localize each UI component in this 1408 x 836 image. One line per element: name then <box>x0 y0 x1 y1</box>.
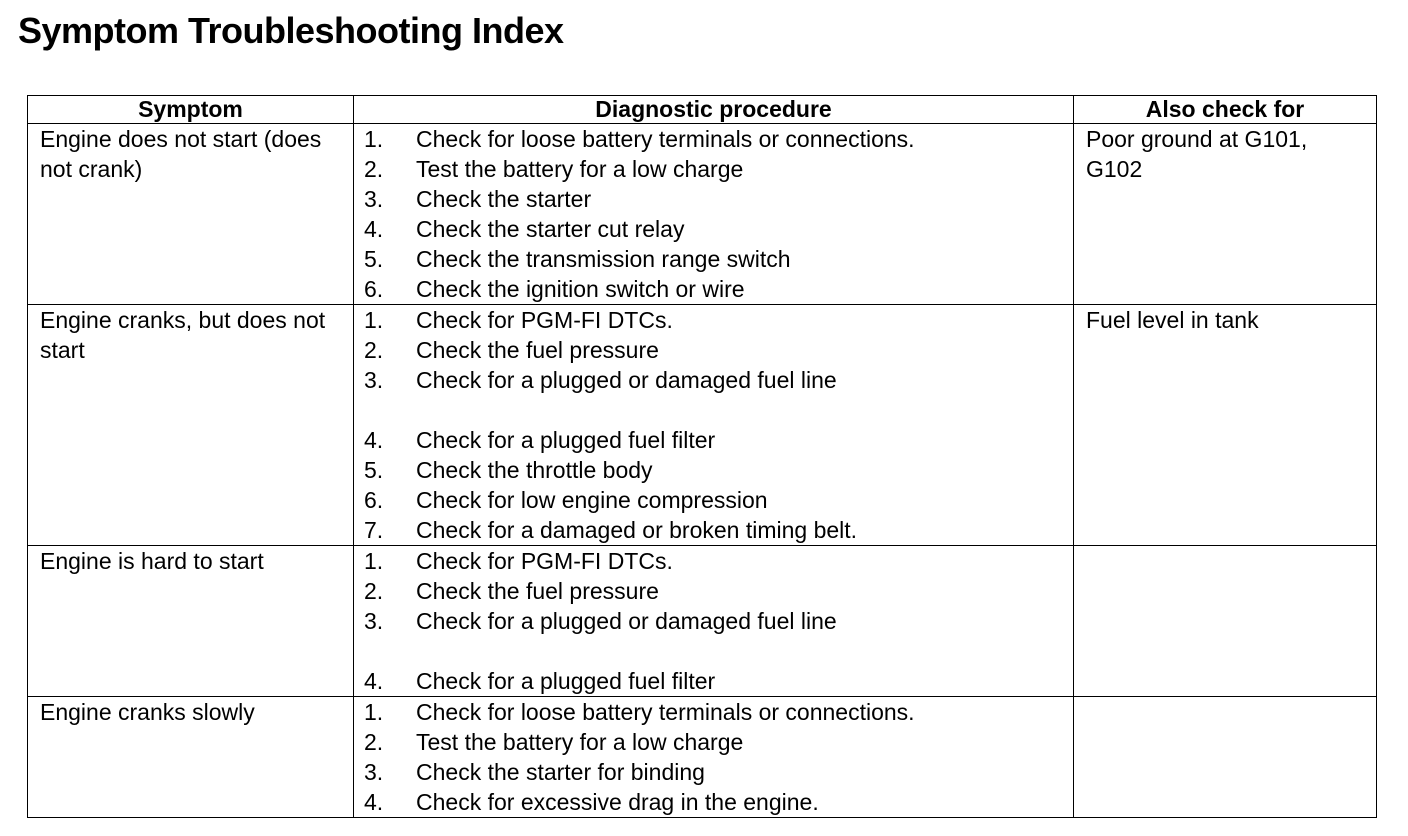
step-number: 5. <box>364 457 384 483</box>
also-check-cell <box>1074 305 1377 546</box>
step-text: Test the battery for a low charge <box>416 156 744 182</box>
step-text: Check the ignition switch or wire <box>416 276 745 302</box>
table-row <box>28 124 1377 305</box>
step-text: Check for a plugged or damaged fuel line <box>416 608 837 634</box>
step-text: Check the starter cut relay <box>416 216 685 242</box>
step-text: Check the starter <box>416 186 592 212</box>
procedure-cell <box>354 305 1074 546</box>
procedure-step <box>354 606 1073 636</box>
step-number: 5. <box>364 246 384 272</box>
procedure-step <box>354 455 1073 485</box>
step-text: Check the throttle body <box>416 457 653 483</box>
step-number: 1. <box>364 548 384 574</box>
also-check-text: Poor ground at G101, G102 <box>1086 126 1308 182</box>
page-title: Symptom Troubleshooting Index <box>18 10 564 51</box>
symptom-cell <box>28 697 354 818</box>
step-number: 4. <box>364 216 384 242</box>
procedure-step <box>354 757 1073 787</box>
step-number: 3. <box>364 759 384 785</box>
step-number: 4. <box>364 427 384 453</box>
step-text: Check the transmission range switch <box>416 246 791 272</box>
step-number: 3. <box>364 367 384 393</box>
step-number: 2. <box>364 337 384 363</box>
procedure-step <box>354 485 1073 515</box>
troubleshooting-table <box>27 95 1377 818</box>
procedure-cell <box>354 124 1074 305</box>
procedure-step <box>354 515 1073 545</box>
procedure-step <box>354 787 1073 817</box>
step-number: 2. <box>364 156 384 182</box>
procedure-steps <box>354 124 1073 304</box>
step-number: 6. <box>364 276 384 302</box>
table-row <box>28 697 1377 818</box>
also-check-cell <box>1074 697 1377 818</box>
symptom-text: Engine is hard to start <box>40 548 264 574</box>
step-number: 4. <box>364 789 384 815</box>
step-text: Check for a plugged or damaged fuel line <box>416 367 837 393</box>
symptom-cell <box>28 124 354 305</box>
header-symptom: Symptom <box>28 96 354 124</box>
step-text: Check the starter for binding <box>416 759 705 785</box>
procedure-steps <box>354 697 1073 817</box>
step-text: Check the fuel pressure <box>416 578 659 604</box>
procedure-step <box>354 576 1073 606</box>
procedure-step <box>354 124 1073 154</box>
step-number: 3. <box>364 186 384 212</box>
step-text: Check for PGM-FI DTCs. <box>416 548 673 574</box>
step-number: 2. <box>364 729 384 755</box>
symptom-cell <box>28 305 354 546</box>
procedure-step <box>354 305 1073 335</box>
step-text: Check for a plugged fuel filter <box>416 427 716 453</box>
symptom-text: Engine does not start (does not crank) <box>40 126 322 182</box>
procedure-steps <box>354 546 1073 696</box>
procedure-steps <box>354 305 1073 545</box>
procedure-step <box>354 365 1073 395</box>
header-diagnostic-procedure: Diagnostic procedure <box>354 96 1074 124</box>
table-row <box>28 305 1377 546</box>
header-also-check-for: Also check for <box>1074 96 1377 124</box>
procedure-step <box>354 335 1073 365</box>
also-check-cell <box>1074 124 1377 305</box>
step-text: Check for low engine compression <box>416 487 768 513</box>
step-text: Check the fuel pressure <box>416 337 659 363</box>
procedure-step <box>354 244 1073 274</box>
procedure-step <box>354 546 1073 576</box>
procedure-step <box>354 425 1073 455</box>
step-number: 7. <box>364 517 384 543</box>
symptom-cell <box>28 546 354 697</box>
symptom-text: Engine cranks, but does not start <box>40 307 326 363</box>
step-text: Test the battery for a low charge <box>416 729 744 755</box>
procedure-step <box>354 666 1073 696</box>
procedure-step <box>354 274 1073 304</box>
procedure-step <box>354 154 1073 184</box>
also-check-cell <box>1074 546 1377 697</box>
step-number: 3. <box>364 608 384 634</box>
procedure-step <box>354 214 1073 244</box>
step-text: Check for a damaged or broken timing belt. <box>416 517 858 543</box>
step-text: Check for loose battery terminals or connections. <box>416 126 915 152</box>
symptom-text: Engine cranks slowly <box>40 699 255 725</box>
table-header-row <box>28 96 1377 124</box>
step-number: 1. <box>364 307 384 333</box>
procedure-cell <box>354 546 1074 697</box>
step-number: 2. <box>364 578 384 604</box>
procedure-step <box>354 184 1073 214</box>
procedure-cell <box>354 697 1074 818</box>
also-check-text: Fuel level in tank <box>1086 307 1259 333</box>
step-text: Check for PGM-FI DTCs. <box>416 307 673 333</box>
procedure-step <box>354 727 1073 757</box>
step-text: Check for loose battery terminals or connections. <box>416 699 915 725</box>
table-row <box>28 546 1377 697</box>
step-number: 4. <box>364 668 384 694</box>
step-number: 1. <box>364 699 384 725</box>
step-text: Check for a plugged fuel filter <box>416 668 716 694</box>
step-text: Check for excessive drag in the engine. <box>416 789 819 815</box>
step-number: 6. <box>364 487 384 513</box>
step-number: 1. <box>364 126 384 152</box>
procedure-step <box>354 697 1073 727</box>
